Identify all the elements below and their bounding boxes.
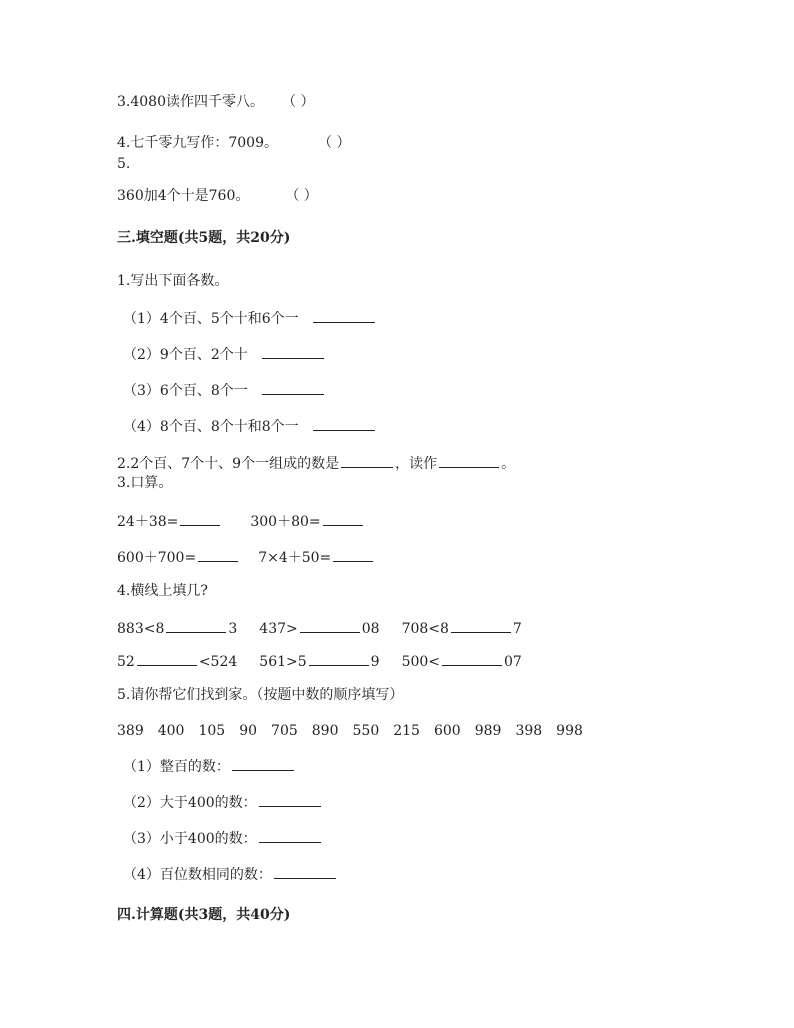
fill-q3-row-2 — [117, 547, 375, 567]
fill-q1-item-1 — [123, 308, 377, 328]
number-chip: 398 — [515, 723, 543, 739]
fill-q5-item-1-text: （1）整百的数： — [123, 759, 230, 775]
number-chip: 389 — [117, 723, 144, 739]
fill-q5-item-1 — [123, 756, 296, 776]
fill-q2 — [117, 453, 515, 473]
fill-q1-title: 1.写出下面各数。 — [117, 273, 229, 289]
number-chip: 890 — [311, 723, 339, 739]
answer-blank[interactable] — [323, 511, 363, 526]
judge-q3 — [117, 93, 314, 111]
fill-q5-item-4 — [123, 864, 338, 884]
answer-blank[interactable] — [262, 344, 324, 359]
answer-blank[interactable] — [262, 380, 324, 395]
judge-q4 — [117, 134, 350, 152]
compare-3-post: 7 — [512, 621, 522, 637]
fill-q5-item-4-text: （4）百位数相同的数： — [123, 867, 272, 883]
compare-6-pre: 500< — [401, 654, 441, 670]
compare-4-pre: 52 — [117, 654, 135, 670]
compare-2-pre: 437> — [259, 621, 298, 637]
number-chip: 989 — [474, 723, 502, 739]
number-chip: 998 — [556, 723, 583, 739]
number-chip: 215 — [393, 723, 420, 739]
judge-q4-text: 4.七千零九写作：7009。 — [117, 135, 278, 151]
answer-blank[interactable] — [313, 308, 375, 323]
compare-2-post: 08 — [361, 621, 380, 637]
judge-q5-number: 5. — [117, 156, 131, 172]
compare-5-pre: 561>5 — [259, 654, 307, 670]
fill-q5-item-2 — [123, 792, 323, 812]
fill-q3-title: 3.口算。 — [117, 475, 173, 491]
number-chip: 600 — [433, 723, 461, 739]
answer-blank[interactable] — [137, 651, 197, 666]
fill-q5-item-3 — [123, 828, 323, 848]
answer-blank[interactable] — [439, 453, 499, 468]
fill-q1-item-4-text: （4）8个百、8个十和8个一 — [123, 419, 299, 435]
fill-q4-row-1 — [117, 618, 522, 638]
judge-q5-text: 360加4个十是760。 — [117, 188, 250, 204]
oral-calc-4: 7×4＋50= — [258, 550, 332, 566]
judge-q3-text: 3.4080读作四千零八。 — [117, 94, 264, 110]
fill-q2-part1: 2.2个百、7个十、9个一组成的数是 — [117, 456, 340, 472]
oral-calc-3: 600＋700= — [117, 550, 197, 566]
judge-q3-paren: （ ） — [282, 94, 315, 110]
answer-blank[interactable] — [259, 792, 321, 807]
oral-calc-1: 24＋38= — [117, 514, 179, 530]
fill-q1-item-3 — [123, 380, 326, 400]
judge-q5 — [117, 187, 318, 205]
number-chip: 550 — [352, 723, 380, 739]
section4-heading: 四.计算题(共3题，共40分) — [117, 907, 291, 923]
answer-blank[interactable] — [451, 618, 511, 633]
fill-q1-item-4 — [123, 416, 377, 436]
fill-q1-item-1-text: （1）4个百、5个十和6个一 — [123, 311, 299, 327]
judge-q4-paren: （ ） — [318, 135, 351, 151]
compare-4-post: <524 — [198, 654, 238, 670]
fill-q5-numbers — [117, 722, 597, 740]
answer-blank[interactable] — [180, 511, 220, 526]
fill-q2-part3: 。 — [501, 456, 516, 472]
answer-blank[interactable] — [341, 453, 393, 468]
answer-blank[interactable] — [333, 547, 373, 562]
answer-blank[interactable] — [442, 651, 502, 666]
answer-blank[interactable] — [198, 547, 238, 562]
answer-blank[interactable] — [309, 651, 369, 666]
compare-5-post: 9 — [370, 654, 380, 670]
compare-3-pre: 708<8 — [401, 621, 449, 637]
fill-q4-title: 4.横线上填几? — [117, 583, 208, 599]
answer-blank[interactable] — [313, 416, 375, 431]
fill-q3-row-1 — [117, 511, 365, 531]
section3-heading: 三.填空题(共5题，共20分) — [117, 230, 291, 246]
answer-blank[interactable] — [232, 756, 294, 771]
answer-blank[interactable] — [259, 828, 321, 843]
judge-q5-paren: （ ） — [285, 188, 318, 204]
fill-q2-part2: ，读作 — [395, 456, 438, 472]
fill-q1-item-2 — [123, 344, 326, 364]
oral-calc-2: 300＋80= — [250, 514, 321, 530]
fill-q5-item-3-text: （3）小于400的数： — [123, 831, 257, 847]
number-chip: 400 — [157, 723, 185, 739]
fill-q1-item-3-text: （3）6个百、8个一 — [123, 383, 248, 399]
fill-q1-item-2-text: （2）9个百、2个十 — [123, 347, 248, 363]
compare-1-post: 3 — [228, 621, 238, 637]
number-chip: 705 — [271, 723, 298, 739]
fill-q5-title: 5.请你帮它们找到家。（按题中数的顺序填写） — [117, 687, 404, 703]
number-chip: 105 — [198, 723, 226, 739]
answer-blank[interactable] — [300, 618, 360, 633]
compare-1-pre: 883<8 — [117, 621, 165, 637]
answer-blank[interactable] — [274, 864, 336, 879]
number-chip: 90 — [239, 723, 258, 739]
answer-blank[interactable] — [166, 618, 226, 633]
compare-6-post: 07 — [504, 654, 522, 670]
fill-q5-item-2-text: （2）大于400的数： — [123, 795, 257, 811]
fill-q4-row-2 — [117, 651, 522, 671]
